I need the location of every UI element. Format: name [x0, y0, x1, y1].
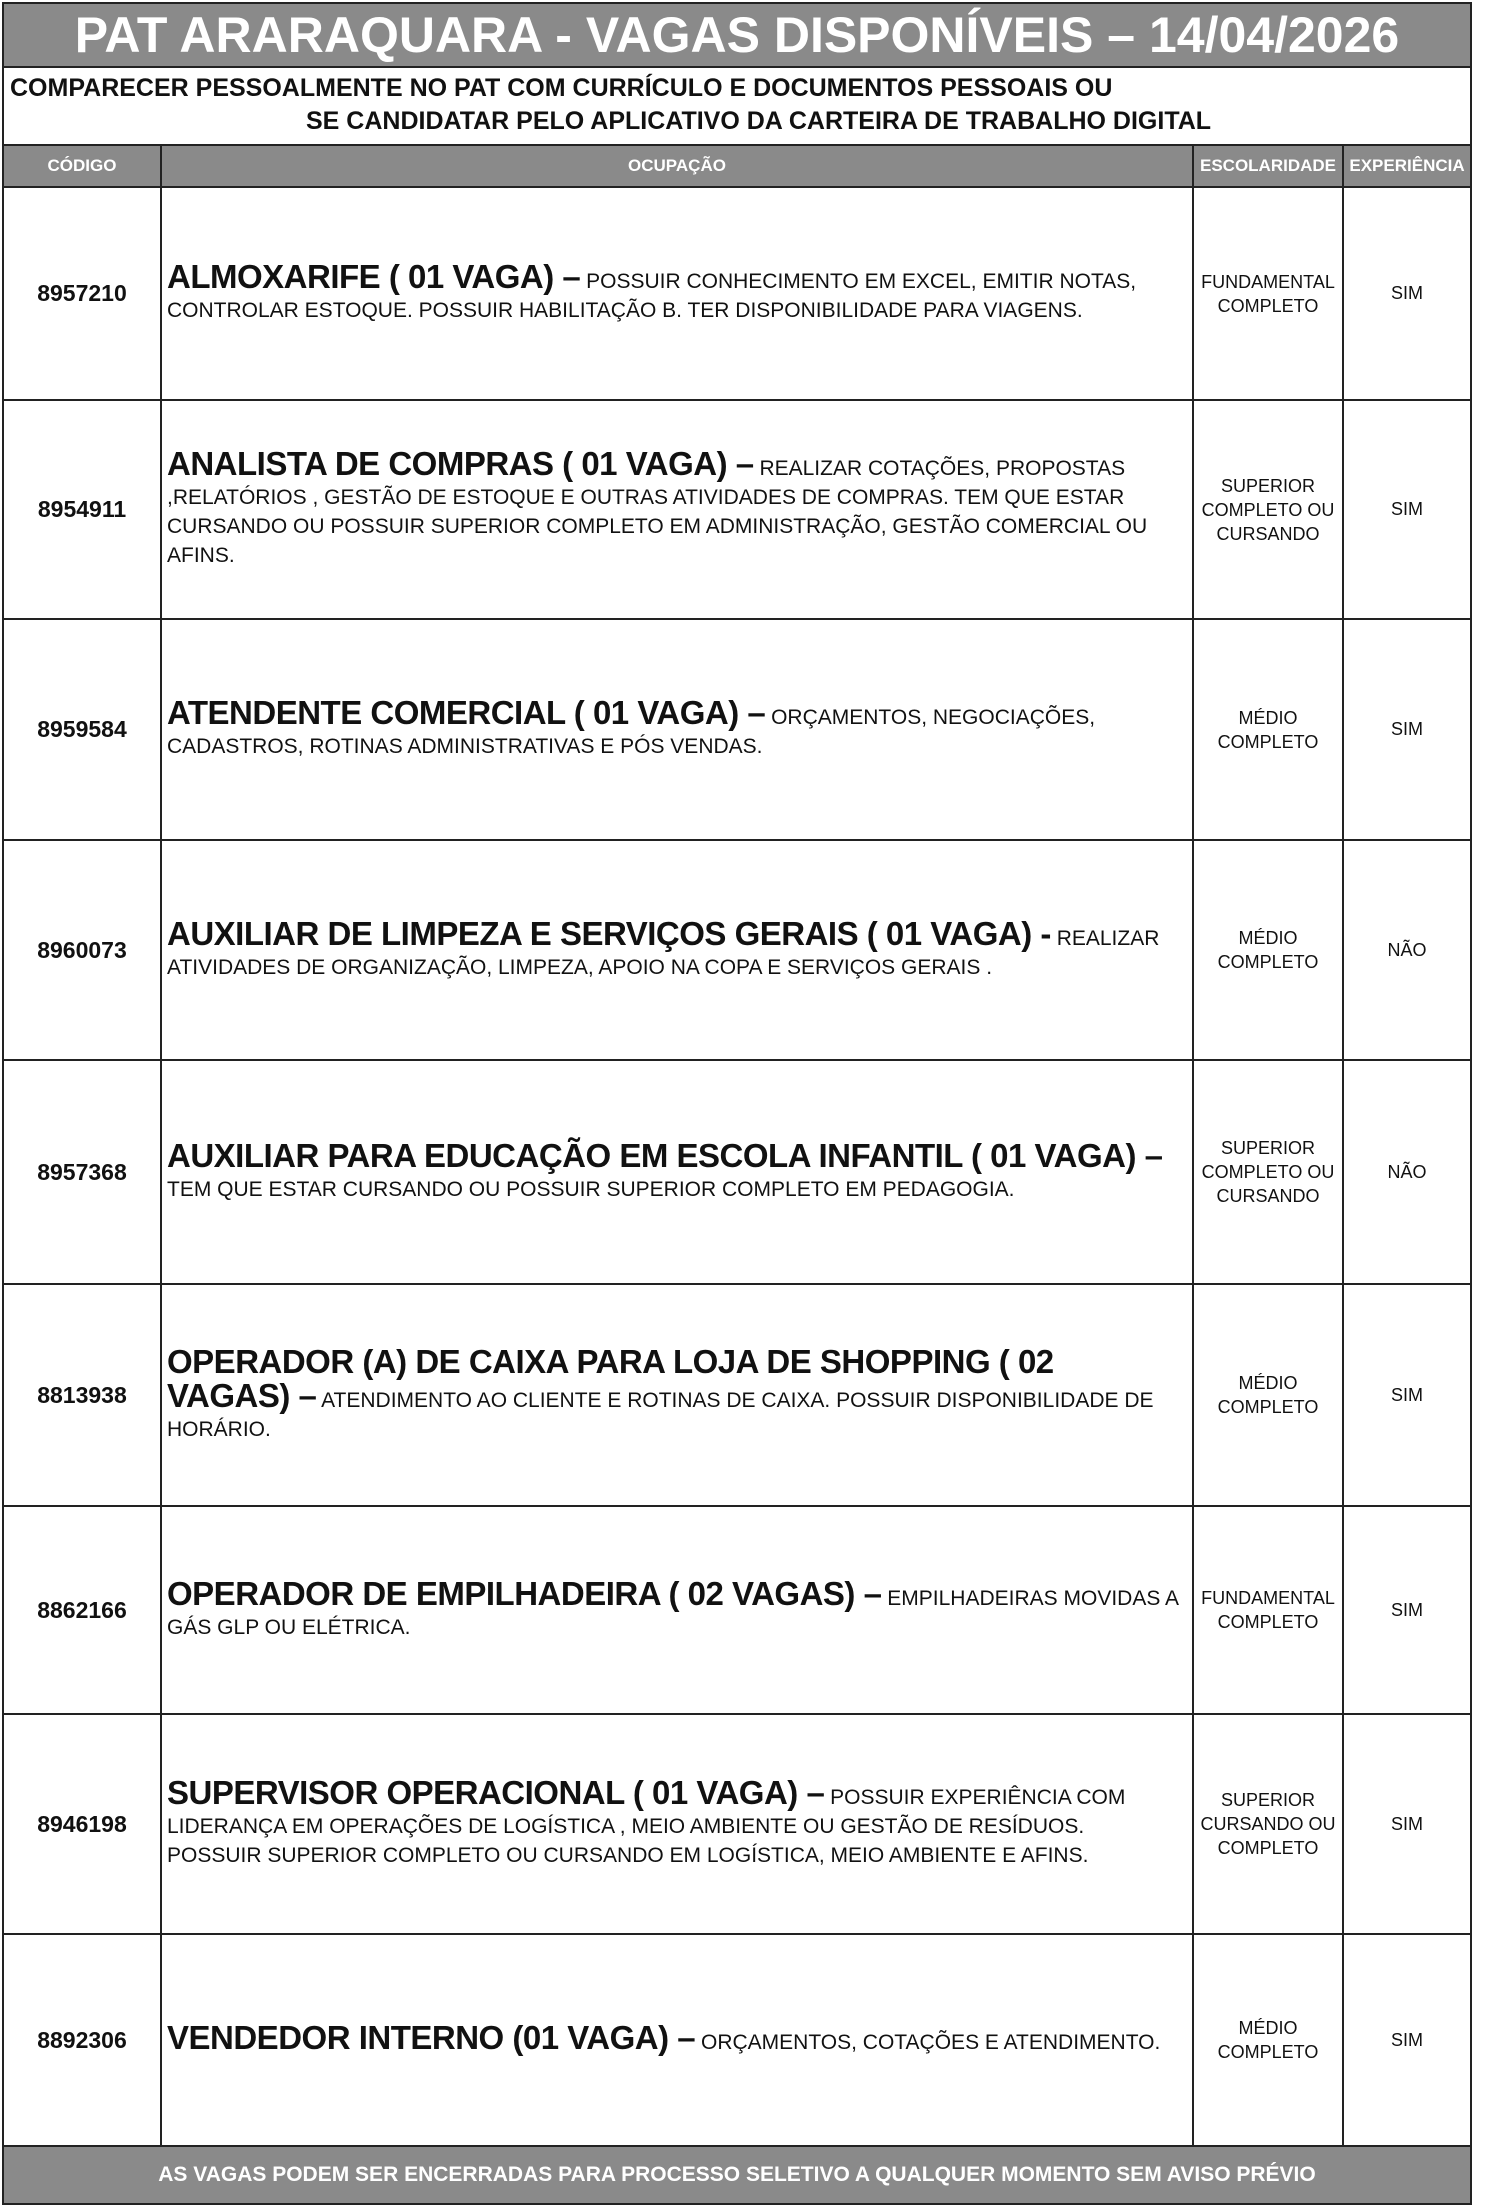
job-description: POSSUIR CONHECIMENTO EM EXCEL, EMITIR NOTAS, CONTROLAR ESTOQUE. POSSUIR HABILITAÇÃO B. TER DISPONIBILIDADE PARA VIAGENS. — [167, 270, 1137, 322]
column-header-occupation: OCUPAÇÃO — [162, 146, 1194, 186]
table-row — [4, 1061, 1470, 1285]
job-experience: SIM — [1390, 719, 1423, 739]
application-notice — [4, 68, 1470, 146]
job-experience: NÃO — [1387, 939, 1427, 960]
table-row — [4, 1935, 1470, 2145]
job-description: TEM QUE ESTAR CURSANDO OU POSSUIR SUPERIOR COMPLETO EM PEDAGOGIA. — [167, 1177, 1015, 1201]
job-experience: NÃO — [1387, 1161, 1427, 1182]
job-education: MÉDIO COMPLETO — [1194, 841, 1344, 1059]
table-row — [4, 1507, 1470, 1715]
footer-notice: AS VAGAS PODEM SER ENCERRADAS PARA PROCESSO SELETIVO A QUALQUER MOMENTO SEM AVISO PRÉVIO — [4, 2145, 1470, 2203]
job-education: MÉDIO COMPLETO — [1194, 620, 1344, 839]
job-listing-sheet — [2, 2, 1472, 2205]
job-code: 8957368 — [4, 1061, 162, 1283]
job-occupation — [162, 188, 1194, 399]
job-code: 8862166 — [4, 1507, 162, 1713]
job-education: MÉDIO COMPLETO — [1194, 1935, 1344, 2145]
job-education: SUPERIOR CURSANDO OU COMPLETO — [1194, 1715, 1344, 1933]
job-code: 8960073 — [4, 841, 162, 1059]
job-description: EMPILHADEIRAS MOVIDAS A GÁS GLP OU ELÉTRICA. — [167, 1586, 1178, 1639]
job-description: REALIZAR COTAÇÕES, PROPOSTAS ,RELATÓRIOS , GESTÃO DE ESTOQUE E OUTRAS ATIVIDADES DE COMPRAS. TEM QUE ESTAR CURSANDO OU POSSUIR SUPERIOR COMPLETO EM ADMINISTRAÇÃO, GESTÃO COMERCIAL OU AFINS. — [167, 457, 1148, 567]
job-occupation — [162, 841, 1194, 1059]
job-education: MÉDIO COMPLETO — [1194, 1285, 1344, 1505]
job-code: 8954911 — [4, 401, 162, 618]
job-title: OPERADOR DE EMPILHADEIRA ( 02 VAGAS) – — [167, 1574, 882, 1612]
job-description: ATENDIMENTO AO CLIENTE E ROTINAS DE CAIXA. POSSUIR DISPONIBILIDADE DE HORÁRIO. — [167, 1388, 1154, 1441]
job-code: 8959584 — [4, 620, 162, 839]
job-occupation — [162, 620, 1194, 839]
table-row — [4, 620, 1470, 841]
job-code: 8892306 — [4, 1935, 162, 2145]
job-experience: SIM — [1390, 1813, 1423, 1834]
table-row — [4, 1715, 1470, 1935]
job-description: POSSUIR EXPERIÊNCIA COM LIDERANÇA EM OPERAÇÕES DE LOGÍSTICA , MEIO AMBIENTE OU GESTÃO DE RESÍDUOS. POSSUIR SUPERIOR COMPLETO OU CURSANDO EM LOGÍSTICA, MEIO AMBIENTE E AFINS. — [167, 1786, 1126, 1867]
job-education: FUNDAMENTAL COMPLETO — [1194, 188, 1344, 399]
job-description: ORÇAMENTOS, NEGOCIAÇÕES, CADASTROS, ROTINAS ADMINISTRATIVAS E PÓS VENDAS. — [167, 706, 1096, 758]
table-row — [4, 401, 1470, 620]
job-title: VENDEDOR INTERNO (01 VAGA) – — [167, 2019, 696, 2056]
job-experience: SIM — [1390, 2029, 1423, 2050]
job-experience: SIM — [1390, 1384, 1423, 1405]
column-header-education: ESCOLARIDADE — [1194, 146, 1344, 186]
job-title: SUPERVISOR OPERACIONAL ( 01 VAGA) – — [167, 1774, 825, 1811]
column-header-experience: EXPERIÊNCIA — [1349, 156, 1465, 175]
job-title: AUXILIAR DE LIMPEZA E SERVIÇOS GERAIS ( 01 VAGA) - — [167, 914, 1051, 952]
job-description: ORÇAMENTOS, COTAÇÕES E ATENDIMENTO. — [700, 2031, 1161, 2054]
job-education: SUPERIOR COMPLETO OU CURSANDO — [1194, 1061, 1344, 1283]
job-occupation — [162, 1285, 1194, 1505]
job-title: AUXILIAR PARA EDUCAÇÃO EM ESCOLA INFANTIL ( 01 VAGA) – — [167, 1136, 1163, 1174]
notice-line-2: SE CANDIDATAR PELO APLICATIVO DA CARTEIRA DE TRABALHO DIGITAL — [306, 107, 1212, 135]
column-header-code: CÓDIGO — [4, 146, 162, 186]
job-occupation — [162, 401, 1194, 618]
job-title: OPERADOR (A) DE CAIXA PARA LOJA DE SHOPPING ( 02 VAGAS) – — [167, 1342, 1054, 1414]
job-education: SUPERIOR COMPLETO OU CURSANDO — [1194, 401, 1344, 618]
job-education: FUNDAMENTAL COMPLETO — [1194, 1507, 1344, 1713]
table-header — [4, 146, 1470, 188]
table-row — [4, 1285, 1470, 1507]
job-occupation — [162, 1715, 1194, 1933]
job-description: REALIZAR ATIVIDADES DE ORGANIZAÇÃO, LIMPEZA, APOIO NA COPA E SERVIÇOS GERAIS . — [167, 926, 1160, 979]
notice-line-1: COMPARECER PESSOALMENTE NO PAT COM CURRÍCULO E DOCUMENTOS PESSOAIS OU — [10, 74, 1113, 102]
job-code: 8957210 — [4, 188, 162, 399]
job-experience: SIM — [1390, 283, 1423, 303]
job-code: 8946198 — [4, 1715, 162, 1933]
job-code: 8813938 — [4, 1285, 162, 1505]
table-row — [4, 841, 1470, 1061]
job-occupation — [162, 1935, 1194, 2145]
job-occupation — [162, 1507, 1194, 1713]
job-title: ALMOXARIFE ( 01 VAGA) – — [167, 258, 581, 295]
job-title: ANALISTA DE COMPRAS ( 01 VAGA) – — [167, 445, 754, 482]
table-row — [4, 188, 1470, 401]
job-title: ATENDENTE COMERCIAL ( 01 VAGA) – — [167, 694, 766, 731]
job-experience: SIM — [1390, 1599, 1423, 1620]
page-title: PAT ARARAQUARA - VAGAS DISPONÍVEIS – 14/04/2026 — [4, 4, 1470, 68]
job-occupation — [162, 1061, 1194, 1283]
job-experience: SIM — [1390, 499, 1423, 519]
